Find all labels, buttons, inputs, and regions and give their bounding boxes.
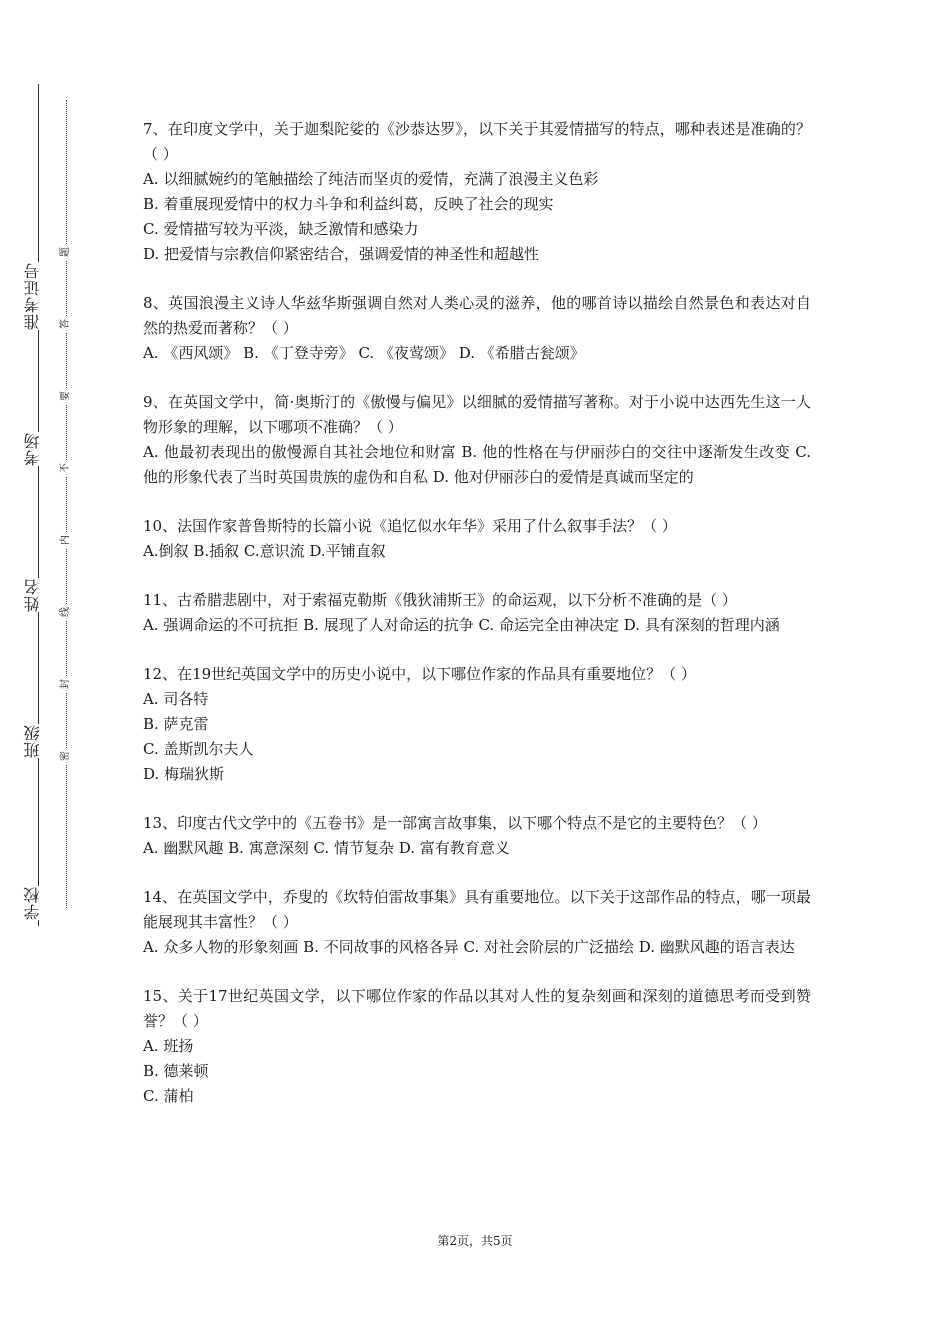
seal-char-xian: 线 bbox=[58, 604, 74, 620]
question-stem: 14、在英国文学中，乔叟的《坎特伯雷故事集》具有重要地位。以下关于这部作品的特点，哪一项最能展现其丰富性？（ ） bbox=[143, 888, 811, 931]
label-name: 姓名 bbox=[24, 578, 54, 612]
seal-char-bu: 不 bbox=[58, 460, 74, 476]
seal-char-feng: 封 bbox=[58, 676, 74, 692]
question-stem: 12、在19世纪英国文学中的历史小说中，以下哪位作家的作品具有重要地位？（ ） bbox=[143, 665, 696, 683]
seal-char-nei: 内 bbox=[58, 532, 74, 548]
options-inline: A. 幽默风趣 B. 寓意深刻 C. 情节复杂 D. 富有教育意义 bbox=[143, 839, 510, 857]
question-7 bbox=[143, 117, 811, 267]
options-inline: A. 众多人物的形象刻画 B. 不同故事的风格各异 C. 对社会阶层的广泛描绘 D. 幽默风趣的语言表达 bbox=[143, 938, 795, 956]
options-inline: A. 强调命运的不可抗拒 B. 展现了人对命运的抗争 C. 命运完全由神决定 D. 具有深刻的哲理内涵 bbox=[143, 616, 780, 634]
seal-dotted-line bbox=[66, 100, 67, 908]
options-inline: A. 他最初表现出的傲慢源自其社会地位和财富 B. 他的性格在与伊丽莎白的交往中逐渐发生改变 C. 他的形象代表了当时英国贵族的虚伪和自私 D. 他对伊丽莎白的爱情是真诚而坚定的 bbox=[143, 443, 811, 486]
options-inline: A.倒叙 B.插叙 C.意识流 D.平铺直叙 bbox=[143, 542, 386, 560]
option-a: A. 班扬 bbox=[143, 1037, 194, 1055]
option-d: D. 梅瑞狄斯 bbox=[143, 765, 225, 783]
question-15 bbox=[143, 984, 811, 1109]
fill-in-line bbox=[38, 84, 39, 926]
label-exam-room: 考场 bbox=[24, 432, 54, 466]
seal-char-da: 答 bbox=[58, 316, 74, 332]
question-stem: 10、法国作家普鲁斯特的长篇小说《追忆似水年华》采用了什么叙事手法？（ ） bbox=[143, 517, 677, 535]
question-14 bbox=[143, 885, 811, 960]
question-10 bbox=[143, 514, 811, 564]
option-c: C. 蒲柏 bbox=[143, 1087, 194, 1105]
question-stem: 11、古希腊悲剧中，对于索福克勒斯《俄狄浦斯王》的命运观，以下分析不准确的是（ ） bbox=[143, 591, 737, 609]
option-b: B. 萨克雷 bbox=[143, 715, 209, 733]
page-number: 第2页，共5页 bbox=[437, 1234, 513, 1248]
question-stem: 7、在印度文学中，关于迦梨陀娑的《沙恭达罗》，以下关于其爱情描写的特点，哪种表述是准确的？（ ） bbox=[143, 120, 811, 163]
binding-margin bbox=[0, 0, 110, 1344]
question-12 bbox=[143, 662, 811, 787]
seal-char-mi: 密 bbox=[58, 748, 74, 764]
option-a: A. 司各特 bbox=[143, 690, 209, 708]
question-13 bbox=[143, 811, 811, 861]
option-d: D. 把爱情与宗教信仰紧密结合，强调爱情的神圣性和超越性 bbox=[143, 245, 540, 263]
option-b: B. 着重展现爱情中的权力斗争和利益纠葛，反映了社会的现实 bbox=[143, 195, 554, 213]
option-b: B. 德莱顿 bbox=[143, 1062, 209, 1080]
label-class: 班级 bbox=[24, 724, 54, 758]
question-stem: 13、印度古代文学中的《五卷书》是一部寓言故事集，以下哪个特点不是它的主要特色？（ ） bbox=[143, 814, 767, 832]
question-stem: 15、关于17世纪英国文学，以下哪位作家的作品以其对人性的复杂刻画和深刻的道德思考而受到赞誉？（ ） bbox=[143, 987, 811, 1030]
question-list bbox=[143, 117, 811, 1133]
option-a: A. 以细腻婉约的笔触描绘了纯洁而坚贞的爱情，充满了浪漫主义色彩 bbox=[143, 170, 599, 188]
option-c: C. 盖斯凯尔夫人 bbox=[143, 740, 254, 758]
question-stem: 9、在英国文学中，简·奥斯汀的《傲慢与偏见》以细腻的爱情描写著称。对于小说中达西先生这一人物形象的理解，以下哪项不准确？（ ） bbox=[143, 393, 811, 436]
question-9 bbox=[143, 390, 811, 490]
seal-char-ti: 题 bbox=[58, 244, 74, 260]
label-school: 学校 bbox=[24, 886, 54, 920]
question-8 bbox=[143, 291, 811, 366]
option-c: C. 爱情描写较为平淡，缺乏激情和感染力 bbox=[143, 220, 419, 238]
question-stem: 8、英国浪漫主义诗人华兹华斯强调自然对人类心灵的滋养，他的哪首诗以描绘自然景色和表达对自然的热爱而著称？（ ） bbox=[143, 294, 811, 337]
label-exam-id: 准考证号 bbox=[24, 262, 54, 330]
question-11 bbox=[143, 588, 811, 638]
options-inline: A. 《西风颂》 B. 《丁登寺旁》 C. 《夜莺颂》 D. 《希腊古瓮颂》 bbox=[143, 344, 585, 362]
seal-char-yao: 要 bbox=[58, 388, 74, 404]
